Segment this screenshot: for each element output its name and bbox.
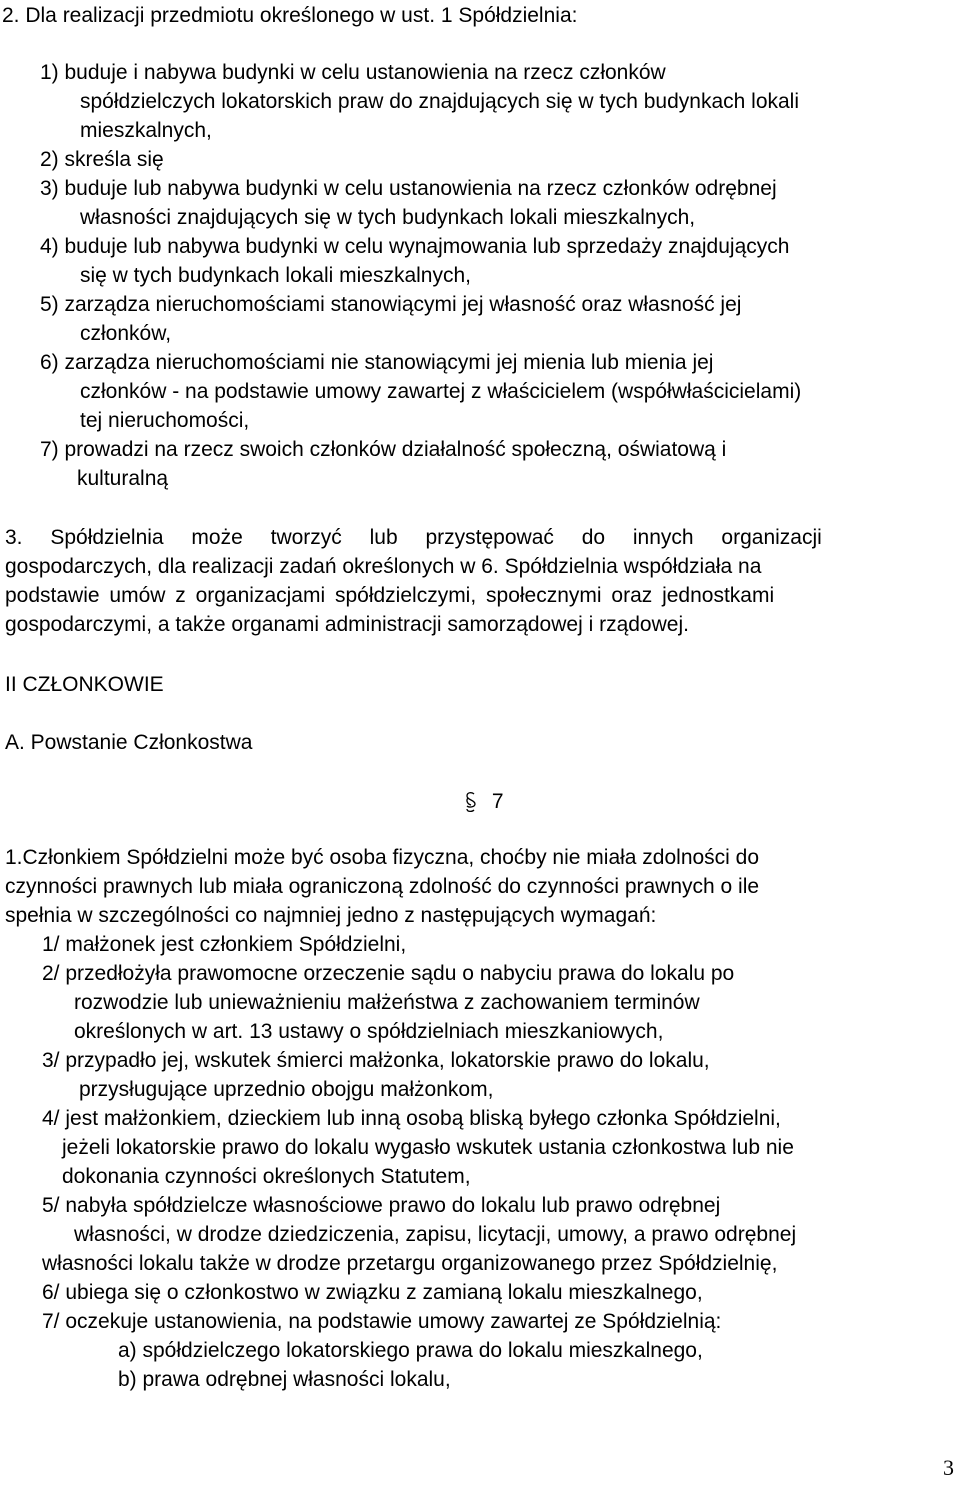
- list-item-5-line-2: członków,: [80, 322, 172, 345]
- requirement-2-line-1: 2/ przedłożyła prawomocne orzeczenie sądu o nabyciu prawa do lokalu po: [42, 962, 735, 985]
- section-sign-icon: [464, 791, 478, 813]
- requirement-7-option-b: b) prawa odrębnej własności lokalu,: [118, 1368, 451, 1391]
- list-item-1-line-1: 1) buduje i nabywa budynki w celu ustanowienia na rzecz członków: [40, 61, 666, 84]
- section-7-line-1: 1.Członkiem Spółdzielni może być osoba fizyczna, choćby nie miała zdolności do: [5, 846, 760, 869]
- list-item-7-line-1: 7) prowadzi na rzecz swoich członków działalność społeczną, oświatową i: [40, 438, 727, 461]
- paragraph-3-line-2: gospodarczych, dla realizacji zadań określonych w 6. Spółdzielnia współdziała na: [5, 555, 762, 578]
- requirement-5-line-3: własności lokalu także w drodze przetargu organizowanego przez Spółdzielnię,: [42, 1252, 778, 1275]
- requirement-4-line-1: 4/ jest małżonkiem, dzieckiem lub inną osobą bliską byłego członka Spółdzielni,: [42, 1107, 781, 1130]
- list-item-5-line-1: 5) zarządza nieruchomościami stanowiącymi jej własność oraz własność jej: [40, 293, 742, 316]
- paragraph-number-value: 7: [491, 790, 504, 813]
- requirement-3-line-2: przysługujące uprzednio obojgu małżonkom,: [79, 1078, 494, 1101]
- list-item-6-line-3: tej nieruchomości,: [80, 409, 250, 432]
- paragraph-3-line-1: [5, 526, 957, 550]
- requirement-1: 1/ małżonek jest członkiem Spółdzielni,: [42, 933, 407, 956]
- subsection-heading: A. Powstanie Członkostwa: [5, 731, 253, 754]
- paragraph-3-line-3: podstawie umów z organizacjami spółdzielczymi, społecznymi oraz jednostkami: [5, 584, 775, 607]
- section-7-line-3: spełnia w szczególności co najmniej jedno z następujących wymagań:: [5, 904, 657, 927]
- page-number: 3: [943, 1455, 954, 1480]
- list-item-1-line-3: mieszkalnych,: [80, 119, 212, 142]
- requirement-2-line-3: określonych w art. 13 ustawy o spółdzielniach mieszkaniowych,: [74, 1020, 664, 1043]
- list-item-6-line-1: 6) zarządza nieruchomościami nie stanowiącymi jej mienia lub mienia jej: [40, 351, 714, 374]
- list-item-3-line-2: własności znajdujących się w tych budynkach lokali mieszkalnych,: [80, 206, 696, 229]
- list-item-2: 2) skreśla się: [40, 148, 164, 171]
- requirement-7: 7/ oczekuje ustanowienia, na podstawie umowy zawartej ze Spółdzielnią:: [42, 1310, 722, 1333]
- list-item-4-line-1: 4) buduje lub nabywa budynki w celu wynajmowania lub sprzedaży znajdujących: [40, 235, 790, 258]
- list-item-4-line-2: się w tych budynkach lokali mieszkalnych,: [80, 264, 472, 287]
- requirement-6: 6/ ubiega się o członkostwo w związku z zamianą lokalu mieszkalnego,: [42, 1281, 703, 1304]
- list-item-7-line-2: kulturalną: [77, 467, 169, 490]
- paragraph-3-line-1-text: 3. Spółdzielnia może tworzyć lub przystępować do innych organizacji: [5, 526, 822, 549]
- paragraph-3-line-4: gospodarczymi, a także organami administracji samorządowej i rządowej.: [5, 613, 689, 636]
- requirement-7-option-a: a) spółdzielczego lokatorskiego prawa do lokalu mieszkalnego,: [118, 1339, 703, 1362]
- requirement-2-line-2: rozwodzie lub unieważnieniu małżeństwa z zachowaniem terminów: [74, 991, 700, 1014]
- section-heading: II CZŁONKOWIE: [5, 673, 164, 696]
- requirement-3-line-1: 3/ przypadło jej, wskutek śmierci małżonka, lokatorskie prawo do lokalu,: [42, 1049, 710, 1072]
- section-7-line-2: czynności prawnych lub miała ograniczoną zdolność do czynności prawnych o ile: [5, 875, 760, 898]
- paragraph-number: [464, 790, 504, 814]
- requirement-5-line-2: własności, w drodze dziedziczenia, zapisu, licytacji, umowy, a prawo odrębnej: [74, 1223, 797, 1246]
- requirement-4-line-2: jeżeli lokatorskie prawo do lokalu wygasło wskutek ustania członkostwa lub nie: [62, 1136, 794, 1159]
- list-item-3-line-1: 3) buduje lub nabywa budynki w celu ustanowienia na rzecz członków odrębnej: [40, 177, 777, 200]
- paragraph-2-intro: 2. Dla realizacji przedmiotu określonego w ust. 1 Spółdzielnia:: [2, 4, 578, 27]
- requirement-4-line-3: dokonania czynności określonych Statutem,: [62, 1165, 471, 1188]
- list-item-6-line-2: członków - na podstawie umowy zawartej z właścicielem (współwłaścicielami): [80, 380, 802, 403]
- list-item-1-line-2: spółdzielczych lokatorskich praw do znajdujących się w tych budynkach lokali: [80, 90, 800, 113]
- requirement-5-line-1: 5/ nabyła spółdzielcze własnościowe prawo do lokalu lub prawo odrębnej: [42, 1194, 721, 1217]
